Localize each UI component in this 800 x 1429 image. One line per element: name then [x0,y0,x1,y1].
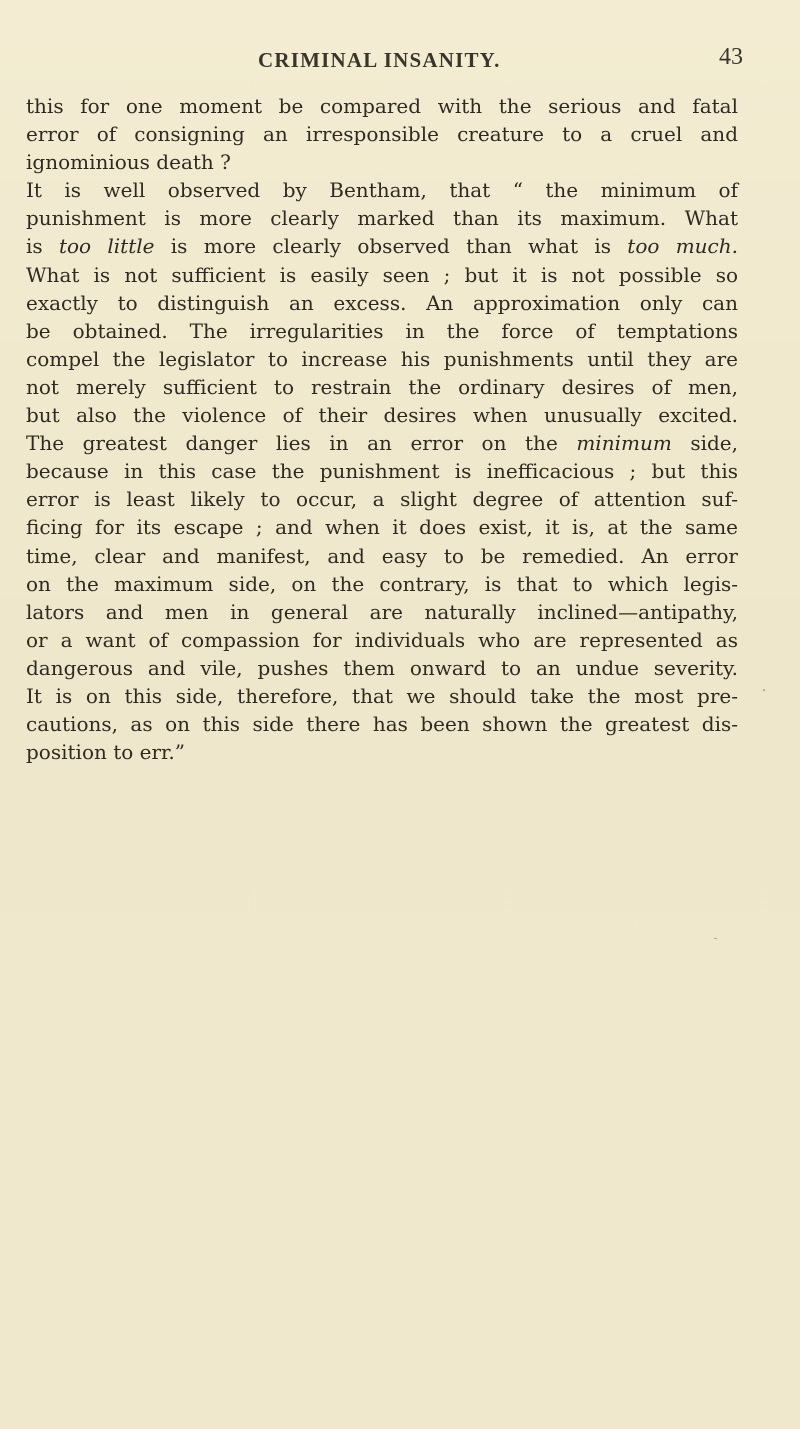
text-line-with-italics [26,429,738,457]
italic-text: minimum [576,431,672,456]
text-line: punishment is more clearly marked than its maximum. What [26,206,738,231]
text-line: lators and men in general are naturally inclined—antipathy, [26,599,738,624]
text-line: exactly to distinguish an excess. An approximation only can [26,290,738,315]
text-line-with-italics [26,232,738,260]
text-line: It is on this side, therefore, that we should take the most pre- [26,683,738,708]
text-line: time, clear and manifest, and easy to be remedied. An error [26,543,738,568]
text-fragment: side, [671,431,739,456]
italic-text: too little [58,234,155,259]
italic-text: too much. [627,234,738,259]
margin-tick-mark: ` [712,934,726,949]
text-line: not merely sufficient to restrain the ordinary desires of men, [26,374,738,399]
text-line: because in this case the punishment is inefficacious ; but this [26,459,738,484]
text-line: be obtained. The irregularities in the force of temptations [26,318,738,343]
text-line: on the maximum side, on the contrary, is that to which legis- [26,571,738,596]
text-line: error is least likely to occur, a slight degree of attention suf- [26,487,738,512]
text-line: ignominious death ? [26,150,231,175]
text-line: cautions, as on this side there has been shown the greatest dis- [26,712,738,737]
running-head [0,44,800,74]
text-line: It is well observed by Bentham, that “ the minimum of [26,178,738,203]
text-line: this for one moment be compared with the serious and fatal [26,94,738,118]
text-line: error of consigning an irresponsible creature to a cruel and [26,122,738,147]
text-fragment: is more clearly observed than what is [154,234,628,259]
body-text [26,92,738,766]
text-line: compel the legislator to increase his punishments until they are [26,346,738,371]
text-line: or a want of compassion for individuals who are represented as [26,627,738,652]
text-line: but also the violence of their desires when unusually excited. [26,403,738,428]
text-line: dangerous and vile, pushes them onward to an undue severity. [26,655,738,680]
margin-dot-mark: . [762,680,767,695]
text-line: What is not sufficient is easily seen ; but it is not possible so [26,262,738,287]
text-fragment: The greatest danger lies in an error on the [26,431,577,456]
text-fragment: is [26,234,59,259]
running-title: CRIMINAL INSANITY. [258,48,501,72]
text-line: ficing for its escape ; and when it does exist, it is, at the same [26,515,738,540]
page-number: 43 [719,44,743,70]
text-line: position to err.” [26,740,185,765]
